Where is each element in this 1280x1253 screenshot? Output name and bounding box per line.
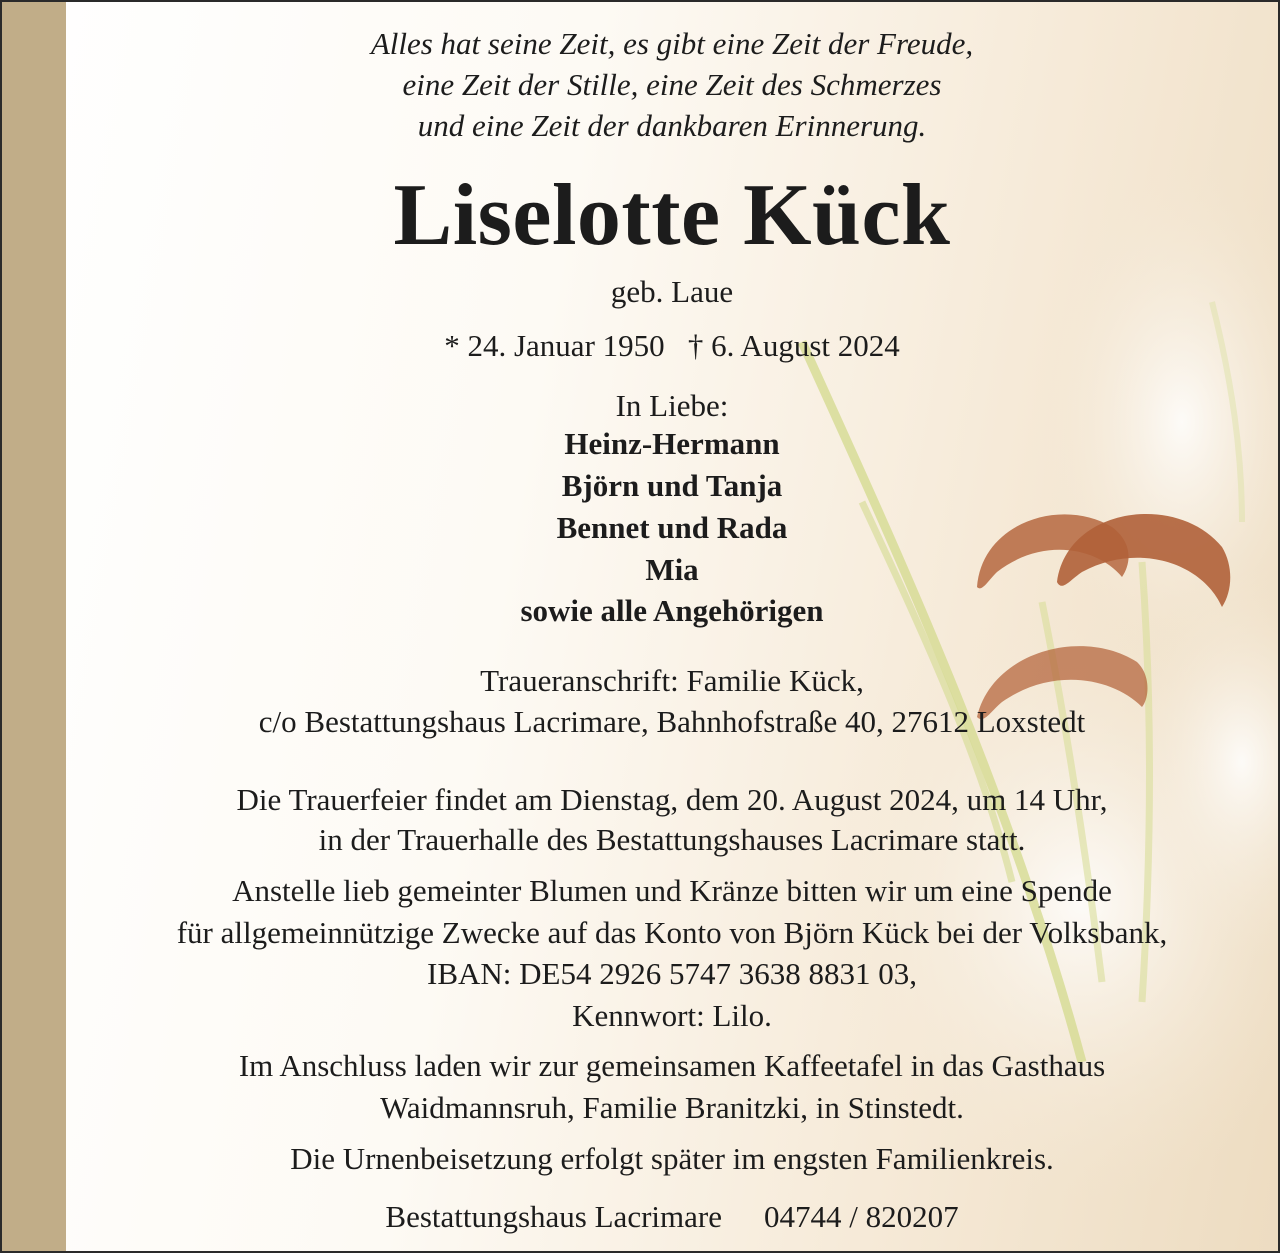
obituary-content xyxy=(66,2,1278,1251)
address-line-2: c/o Bestattungshaus Lacrimare, Bahnhofstraße 40, 27612 Loxstedt xyxy=(258,704,1086,739)
mourners-intro: In Liebe: xyxy=(615,388,729,423)
motto-line-2: eine Zeit der Stille, eine Zeit des Schmerzes xyxy=(402,67,942,102)
mourner-name: Bennet und Rada xyxy=(556,510,788,545)
reception-line-2: Waidmannsruh, Familie Branitzki, in Stinstedt. xyxy=(380,1090,964,1125)
donation-iban: IBAN: DE54 2926 5747 3638 8831 03, xyxy=(427,956,917,991)
donation-line-1: Anstelle lieb gemeinter Blumen und Kränze bitten wir um eine Spende xyxy=(232,873,1112,908)
funeral-home-name: Bestattungshaus Lacrimare xyxy=(385,1199,722,1234)
motto-line-1: Alles hat seine Zeit, es gibt eine Zeit der Freude, xyxy=(370,26,974,61)
burial-note: Die Urnenbeisetzung erfolgt später im engsten Familienkreis. xyxy=(290,1141,1054,1176)
mourner-name: sowie alle Angehörigen xyxy=(520,593,824,628)
motto-line-3: und eine Zeit der dankbaren Erinnerung. xyxy=(417,108,927,143)
ceremony-line-1: Die Trauerfeier findet am Dienstag, dem 20. August 2024, um 14 Uhr, xyxy=(236,782,1108,817)
funeral-home-phone: 04744 / 820207 xyxy=(763,1199,959,1234)
ceremony-line-2: in der Trauerhalle des Bestattungshauses Lacrimare statt. xyxy=(318,822,1026,857)
address-line-1: Traueranschrift: Familie Kück, xyxy=(480,663,864,698)
mourner-name: Björn und Tanja xyxy=(561,468,783,503)
deceased-name: Liselotte Kück xyxy=(393,167,951,264)
donation-line-2: für allgemeinnützige Zwecke auf das Konto von Björn Kück bei der Volksbank, xyxy=(176,915,1168,950)
life-dates: * 24. Januar 1950 † 6. August 2024 xyxy=(444,328,900,363)
reception-line-1: Im Anschluss laden wir zur gemeinsamen Kaffeetafel in das Gasthaus xyxy=(238,1048,1106,1083)
birth-name: geb. Laue xyxy=(610,274,734,309)
mourner-name: Mia xyxy=(645,552,699,587)
donation-keyword: Kennwort: Lilo. xyxy=(572,998,772,1033)
footer xyxy=(66,1199,1278,1235)
mourner-name: Heinz-Hermann xyxy=(564,426,780,461)
